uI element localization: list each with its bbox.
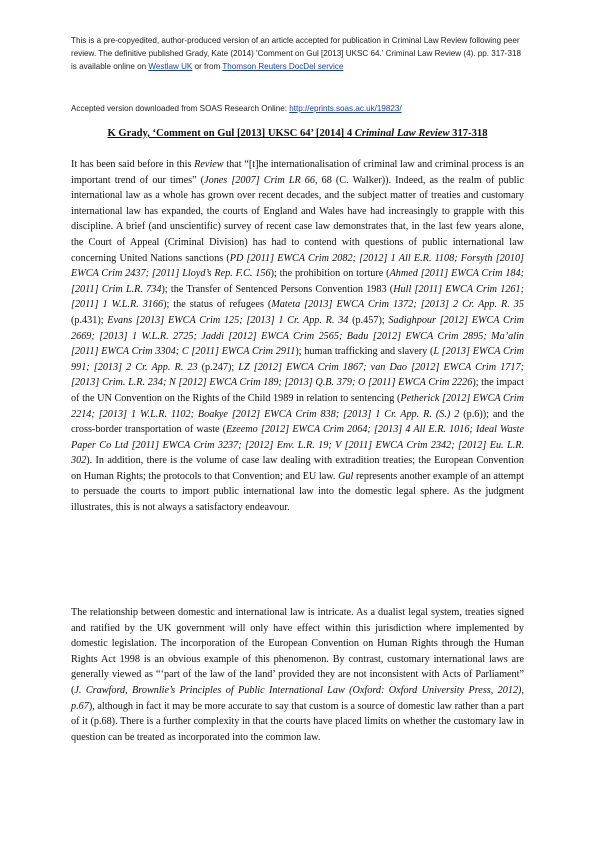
eprints-link[interactable]: http://eprints.soas.ac.uk/19823/ [289, 104, 402, 113]
citation-run: Review [194, 159, 224, 170]
citation-run: Gul [338, 470, 354, 482]
notice-text: This is a pre-copyedited, author-produced version of an article accepted for publication in Criminal Law Review following peer review. The definitive published Grady, Kate (2014) 'Comment on Gul [2013] UKSC 64.' Criminal Law Review (4). pp. 317-318 is available online on [71, 36, 521, 71]
text-run: ); human trafficking and slavery ( [295, 346, 434, 358]
text-run: The relationship between domestic and international law is intricate. As a dualist legal system, treaties signed and ratified by the UK government will only have effect within this jurisdiction where implemented by domestic legislation. The incorporation of the European Convention on Human Rights through the Human Rights Act 1998 is an obvious example of this phenomenon. By contrast, customary international laws are generally viewed as “‘part of the law of the land’ provided they are not inconsistent with Acts of Parliament” ( [71, 607, 524, 696]
text-run: represents another example of an attempt to persuade the courts to import public international law into the domestic legal sphere. As the judgment illustrates, this is not always a satisfactory endeavour. [71, 470, 524, 514]
citation-pages: 317-318 [449, 128, 488, 139]
text-run: ). In addition, there is the volume of case law dealing with extradition treaties; the European Convention on Human Rights; the protocols to that Convention; and EU law. [71, 455, 524, 482]
thomson-reuters-link[interactable]: Thomson Reuters DocDel service [222, 62, 344, 71]
article-citation-heading [71, 127, 524, 141]
text-run: ), although in fact it may be more accurate to say that custom is a source of domestic law rather than a part of it (p.68). There is a further complexity in that the courts have placed limits on whether the customary law in question can be treated as incorporated into the common law. [71, 700, 524, 743]
text-run: ); the status of refugees ( [163, 299, 272, 311]
citation-run: L [2013] EWCA Crim 991; [2013] 2 Cr. App. R. 23 [71, 346, 524, 373]
text-run: that “[t]he internationalisation of criminal law and criminal process is an important trend of our times” ( [71, 159, 524, 186]
citation-run: Petherick [2012] EWCA Crim 2214; [2013] 1 W.L.R. 1102; Boakye [2012] EWCA Crim 838; [2013] 1 Cr. App. R. (S.) 2 [71, 392, 524, 420]
citation-run: Ezeemo [2012] EWCA Crim 2064; [2013] 4 All E.R. 1016; Ideal Waste Paper Co Ltd [2011] EWCA Crim 3237; [2012] Env. L.R. 19; V [2011] EWCA Crim 2342; [2012] Eu. L.R. 302 [71, 424, 524, 467]
citation-run: Sadighpour [2012] EWCA Crim 2669; [2013] 1 W.L.R. 2725; Jaddi [2012] EWCA Crim 2565; Badu [2012] EWCA Crim 2895; Ma’alin [2011] EWCA Crim 3304; C [2011] EWCA Crim 2911 [71, 314, 524, 358]
text-run: (p.247); [197, 361, 239, 373]
body-paragraph-2 [71, 605, 524, 745]
accepted-version-line [71, 102, 521, 115]
citation-run: LZ [2012] EWCA Crim 1867; van Dao [2012] EWCA Crim 1717; [2013] Crim. L.R. 234; N [2012] EWCA Crim 189; [2013] Q.B. 379; O [2011] EWCA Crim 2226 [71, 361, 524, 389]
text-run: It has been said before in this [71, 159, 195, 170]
citation-run: Jones [2007] Crim LR 66, [204, 174, 318, 186]
notice-connector: or from [192, 62, 223, 71]
text-run: 68 (C. Walker)). Indeed, as the realm of public international law as a whole has grown over recent decades, and the subject matter of treaties and customary international law has expanded, the courts of England and Wales have had increasingly to grapple with this discipline. A brief (and unscientific) survey of recent case law demonstrates that, in the last few years alone, the Court of Appeal (Criminal Division) has had to contend with questions of public international law concerning United Nations sanctions ( [71, 174, 524, 264]
text-run: (p.457); [348, 314, 389, 326]
text-run: (p.431); [71, 314, 108, 326]
citation-run: Evans [2013] EWCA Crim 125; [2013] 1 Cr. App. R. 34 [107, 314, 349, 326]
text-run: ); the Transfer of Sentenced Persons Convention 1983 ( [161, 283, 394, 295]
text-run: ); the prohibition on torture ( [270, 268, 390, 280]
text-run: ); the impact of the UN Convention on the Rights of the Child 1989 in relation to sentencing ( [71, 377, 524, 404]
citation-run: Hull [2011] EWCA Crim 1261; [2011] 1 W.L.R. 3166 [71, 283, 525, 311]
accepted-version-text: Accepted version downloaded from SOAS Research Online: [71, 104, 290, 113]
body-paragraph-1 [71, 157, 524, 516]
citation-text: K Grady, ‘Comment on Gul [2013] UKSC 64’ [2014] 4 [107, 128, 355, 139]
publication-notice [71, 34, 521, 73]
citation-run: Mateta [2013] EWCA Crim 1372; [2013] 2 Cr. App. R. 35 [271, 299, 524, 311]
citation-run: PD [2011] EWCA Crim 2082; [2012] 1 All E.R. 1108; Forsyth [2010] EWCA Crim 2437; [2011] Lloyd’s Rep. F.C. 156 [71, 252, 524, 280]
text-run: (p.6)); and the cross-border transportation of waste ( [71, 408, 524, 436]
citation-run: J. Crawford, Brownlie’s Principles of Public International Law (Oxford: Oxford University Press, 2012), p.67 [71, 684, 524, 712]
citation-journal: Criminal Law Review [354, 128, 450, 139]
citation-run: Ahmed [2011] EWCA Crim 184; [2011] Crim L.R. 734 [71, 268, 525, 295]
westlaw-link[interactable]: Westlaw UK [148, 62, 193, 71]
